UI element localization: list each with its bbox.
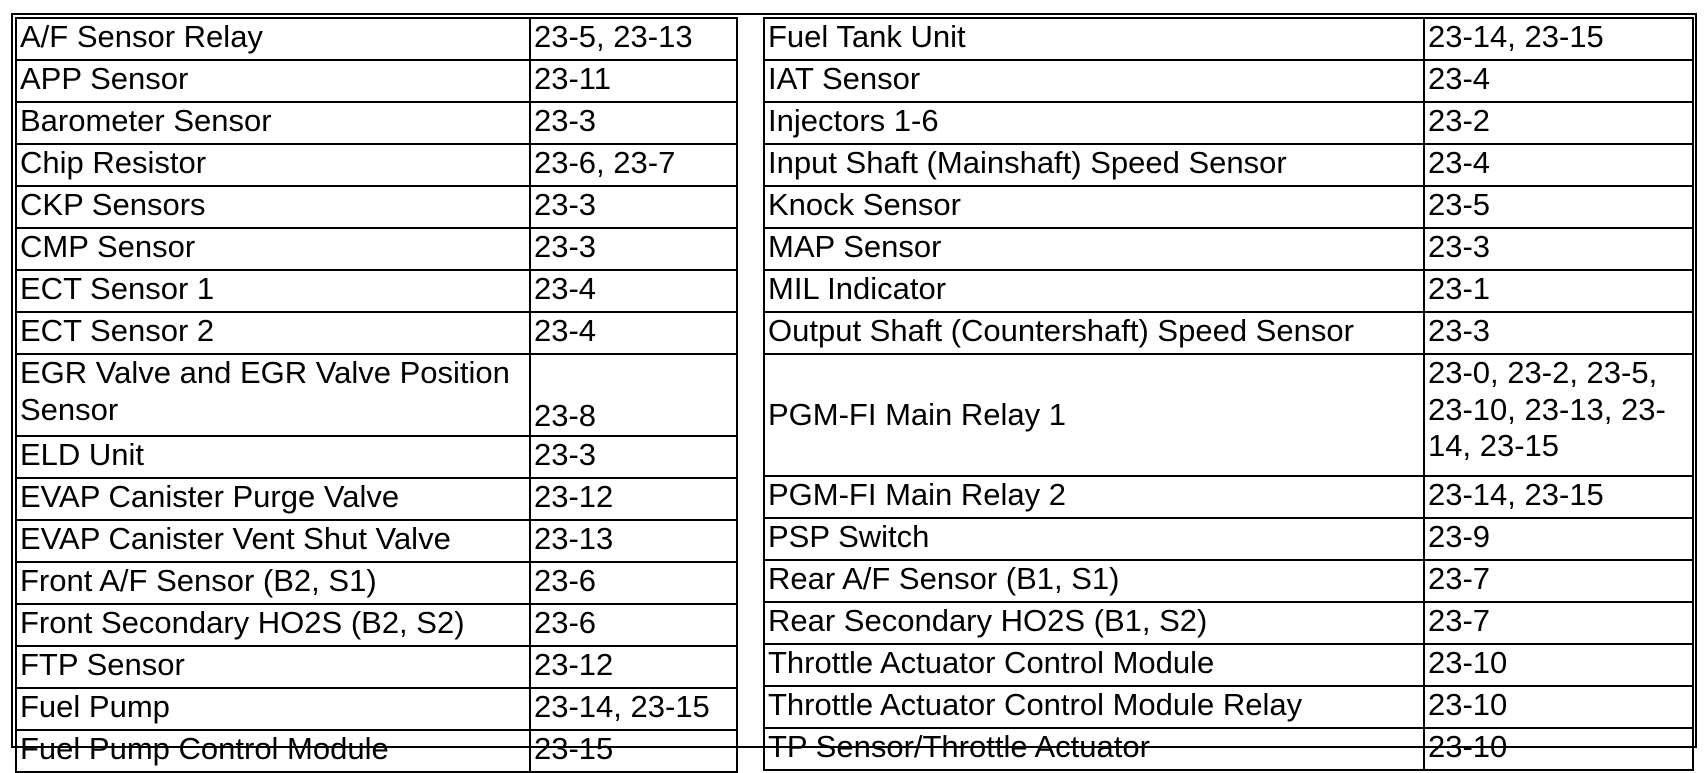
page-reference-cell: 23-9 — [1424, 518, 1693, 560]
page-reference-cell: 23-6 — [530, 562, 737, 604]
component-name-cell: CMP Sensor — [16, 228, 530, 270]
table-row — [764, 728, 1693, 770]
component-name-cell: EVAP Canister Purge Valve — [16, 478, 530, 520]
component-name-cell: MAP Sensor — [764, 228, 1424, 270]
table-row — [764, 270, 1693, 312]
component-name-cell: Barometer Sensor — [16, 102, 530, 144]
component-name-cell: ECT Sensor 1 — [16, 270, 530, 312]
component-name-cell: PGM-FI Main Relay 1 — [764, 354, 1424, 476]
page-reference-cell: 23-4 — [1424, 60, 1693, 102]
table-row — [764, 560, 1693, 602]
table-row — [764, 102, 1693, 144]
component-name-cell: FTP Sensor — [16, 646, 530, 688]
page-reference-cell: 23-3 — [1424, 228, 1693, 270]
component-name-cell: Chip Resistor — [16, 144, 530, 186]
table-row — [16, 102, 737, 144]
page-reference-cell: 23-6 — [530, 604, 737, 646]
page-reference-cell: 23-8 — [530, 354, 737, 436]
table-row — [764, 686, 1693, 728]
component-name-cell: Input Shaft (Mainshaft) Speed Sensor — [764, 144, 1424, 186]
table-row — [16, 520, 737, 562]
table-row — [764, 186, 1693, 228]
component-name-cell: PSP Switch — [764, 518, 1424, 560]
table-row — [16, 60, 737, 102]
component-name-cell: Front A/F Sensor (B2, S1) — [16, 562, 530, 604]
page-reference-cell: 23-1 — [1424, 270, 1693, 312]
page-reference-cell: 23-6, 23-7 — [530, 144, 737, 186]
table-row — [16, 228, 737, 270]
table-row — [16, 312, 737, 354]
page-reference-cell: 23-3 — [530, 436, 737, 478]
table-row — [16, 270, 737, 312]
page-reference-cell: 23-11 — [530, 60, 737, 102]
table-row — [764, 18, 1693, 60]
page-reference-cell: 23-4 — [530, 270, 737, 312]
page-reference-cell: 23-3 — [530, 228, 737, 270]
component-name-cell: ECT Sensor 2 — [16, 312, 530, 354]
table-row — [16, 604, 737, 646]
table-row — [764, 60, 1693, 102]
component-name-cell: TP Sensor/Throttle Actuator — [764, 728, 1424, 770]
table-row — [764, 312, 1693, 354]
page-reference-cell: 23-0, 23-2, 23-5, 23-10, 23-13, 23-14, 23-15 — [1424, 354, 1693, 476]
component-name-cell: EVAP Canister Vent Shut Valve — [16, 520, 530, 562]
page-reference-cell: 23-3 — [530, 186, 737, 228]
component-name-cell: Fuel Pump — [16, 688, 530, 730]
component-name-cell: Fuel Pump Control Module — [16, 730, 530, 772]
table-row — [16, 646, 737, 688]
component-name-cell: Front Secondary HO2S (B2, S2) — [16, 604, 530, 646]
table-row — [764, 476, 1693, 518]
page-reference-cell: 23-14, 23-15 — [530, 688, 737, 730]
component-name-cell: ELD Unit — [16, 436, 530, 478]
page-reference-cell: 23-5, 23-13 — [530, 18, 737, 60]
component-name-cell: IAT Sensor — [764, 60, 1424, 102]
page-reference-cell: 23-14, 23-15 — [1424, 476, 1693, 518]
component-name-cell: CKP Sensors — [16, 186, 530, 228]
page-reference-cell: 23-13 — [530, 520, 737, 562]
table-row — [764, 602, 1693, 644]
table-row — [16, 730, 737, 772]
table-row — [16, 18, 737, 60]
component-name-cell: APP Sensor — [16, 60, 530, 102]
component-name-cell: Throttle Actuator Control Module — [764, 644, 1424, 686]
component-name-cell: Throttle Actuator Control Module Relay — [764, 686, 1424, 728]
table-row — [16, 144, 737, 186]
component-name-cell: Fuel Tank Unit — [764, 18, 1424, 60]
page-reference-cell: 23-10 — [1424, 686, 1693, 728]
component-name-cell: Injectors 1-6 — [764, 102, 1424, 144]
component-name-cell: A/F Sensor Relay — [16, 18, 530, 60]
page-reference-cell: 23-14, 23-15 — [1424, 18, 1693, 60]
component-index-table-right — [763, 17, 1694, 771]
page-reference-cell: 23-10 — [1424, 728, 1693, 770]
table-row — [16, 562, 737, 604]
component-name-cell: Rear Secondary HO2S (B1, S2) — [764, 602, 1424, 644]
page-reference-cell: 23-4 — [1424, 144, 1693, 186]
page-reference-cell: 23-7 — [1424, 560, 1693, 602]
page-reference-cell: 23-15 — [530, 730, 737, 772]
component-name-cell: PGM-FI Main Relay 2 — [764, 476, 1424, 518]
page-reference-cell: 23-12 — [530, 478, 737, 520]
table-row — [764, 644, 1693, 686]
page-reference-cell: 23-3 — [1424, 312, 1693, 354]
page-reference-cell: 23-2 — [1424, 102, 1693, 144]
table-row — [16, 688, 737, 730]
page-reference-cell: 23-12 — [530, 646, 737, 688]
component-index-table-left — [15, 17, 738, 773]
page-reference-cell: 23-10 — [1424, 644, 1693, 686]
table-row — [764, 518, 1693, 560]
table-row — [16, 186, 737, 228]
page-reference-cell: 23-3 — [530, 102, 737, 144]
component-name-cell: EGR Valve and EGR Valve Position Sensor — [16, 354, 530, 436]
table-row — [16, 436, 737, 478]
table-row — [764, 228, 1693, 270]
page-reference-cell: 23-7 — [1424, 602, 1693, 644]
table-row — [16, 478, 737, 520]
page-reference-cell: 23-5 — [1424, 186, 1693, 228]
table-row — [764, 354, 1693, 476]
component-name-cell: Rear A/F Sensor (B1, S1) — [764, 560, 1424, 602]
component-name-cell: Output Shaft (Countershaft) Speed Sensor — [764, 312, 1424, 354]
component-name-cell: Knock Sensor — [764, 186, 1424, 228]
table-row — [16, 354, 737, 436]
page-reference-cell: 23-4 — [530, 312, 737, 354]
table-row — [764, 144, 1693, 186]
component-name-cell: MIL Indicator — [764, 270, 1424, 312]
